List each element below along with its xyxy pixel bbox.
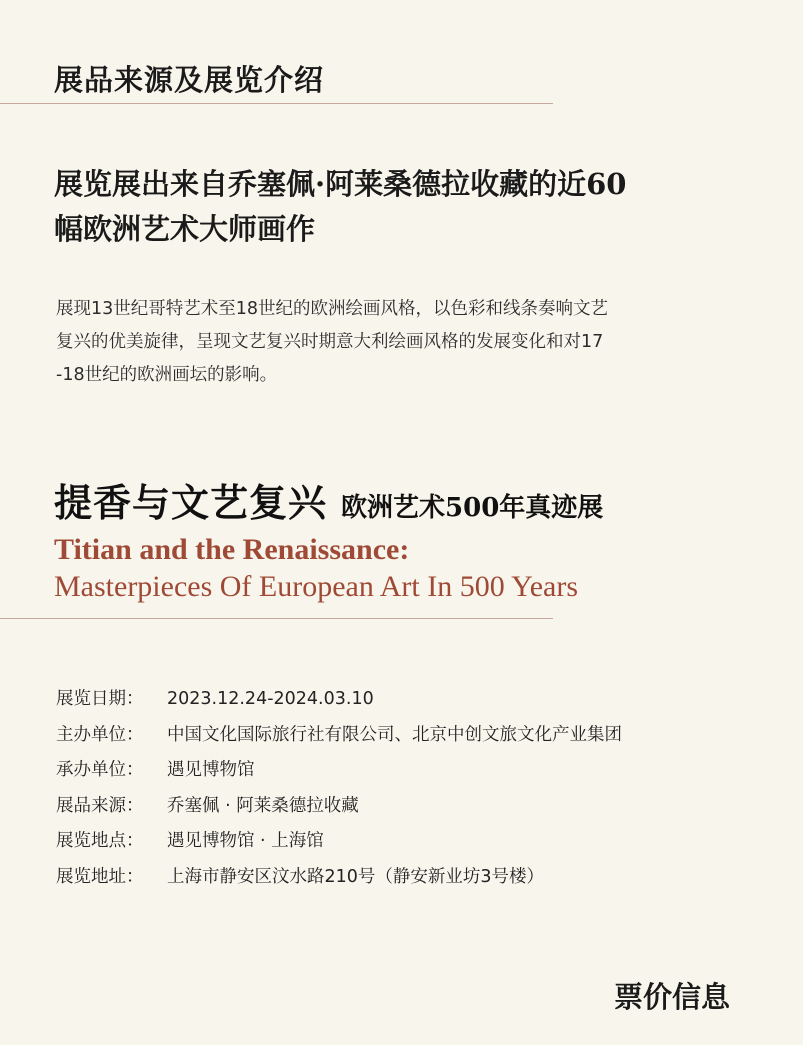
description-line-3: -18世纪的欧洲画坛的影响。 — [56, 365, 278, 385]
lead-heading — [54, 162, 754, 252]
lead-line-1: 展览展出来自乔塞佩·阿莱桑德拉收藏的近60 — [54, 167, 627, 201]
info-row-source — [56, 789, 622, 825]
lead-line-2: 幅欧洲艺术大师画作 — [54, 212, 316, 246]
info-label: 展品来源： — [56, 795, 144, 816]
divider-top — [0, 103, 553, 104]
info-row-date — [56, 682, 622, 718]
info-value: 2023.12.24-2024.03.10 — [167, 689, 374, 709]
info-value: 遇见博物馆 — [167, 760, 255, 780]
section-heading: 展品来源及展览介绍 — [54, 63, 325, 97]
info-row-organizer — [56, 718, 622, 754]
info-label: 主办单位： — [56, 724, 144, 745]
description-line-2: 复兴的优美旋律，呈现文艺复兴时期意大利绘画风格的发展变化和对17 — [56, 332, 604, 352]
exhibition-subtitle-cn: 欧洲艺术500年真迹展 — [341, 493, 604, 523]
exhibition-title-row — [54, 472, 603, 527]
info-label: 展览地址： — [56, 866, 144, 887]
info-value: 上海市静安区汶水路210号（静安新业坊3号楼） — [167, 866, 545, 887]
description — [56, 293, 756, 392]
info-value: 遇见博物馆 · 上海馆 — [167, 831, 324, 851]
info-list — [56, 682, 622, 895]
info-label: 展览日期： — [56, 689, 144, 709]
exhibition-title-en: Titian and the Renaissance: — [54, 533, 410, 566]
info-label: 承办单位： — [56, 760, 144, 780]
info-value: 中国文化国际旅行社有限公司、北京中创文旅文化产业集团 — [167, 724, 622, 745]
info-value: 乔塞佩 · 阿莱桑德拉收藏 — [167, 795, 359, 816]
description-line-1: 展现13世纪哥特艺术至18世纪的欧洲绘画风格，以色彩和线条奏响文艺 — [56, 299, 609, 319]
info-row-host — [56, 753, 622, 789]
info-row-address — [56, 860, 622, 896]
exhibition-subtitle-en: Masterpieces Of European Art In 500 Years — [54, 570, 579, 603]
exhibition-title-cn: 提香与文艺复兴 — [54, 480, 328, 525]
info-label: 展览地点： — [56, 831, 144, 851]
divider-middle — [0, 618, 553, 619]
ticket-info-heading: 票价信息 — [614, 980, 731, 1014]
info-row-venue — [56, 824, 622, 860]
